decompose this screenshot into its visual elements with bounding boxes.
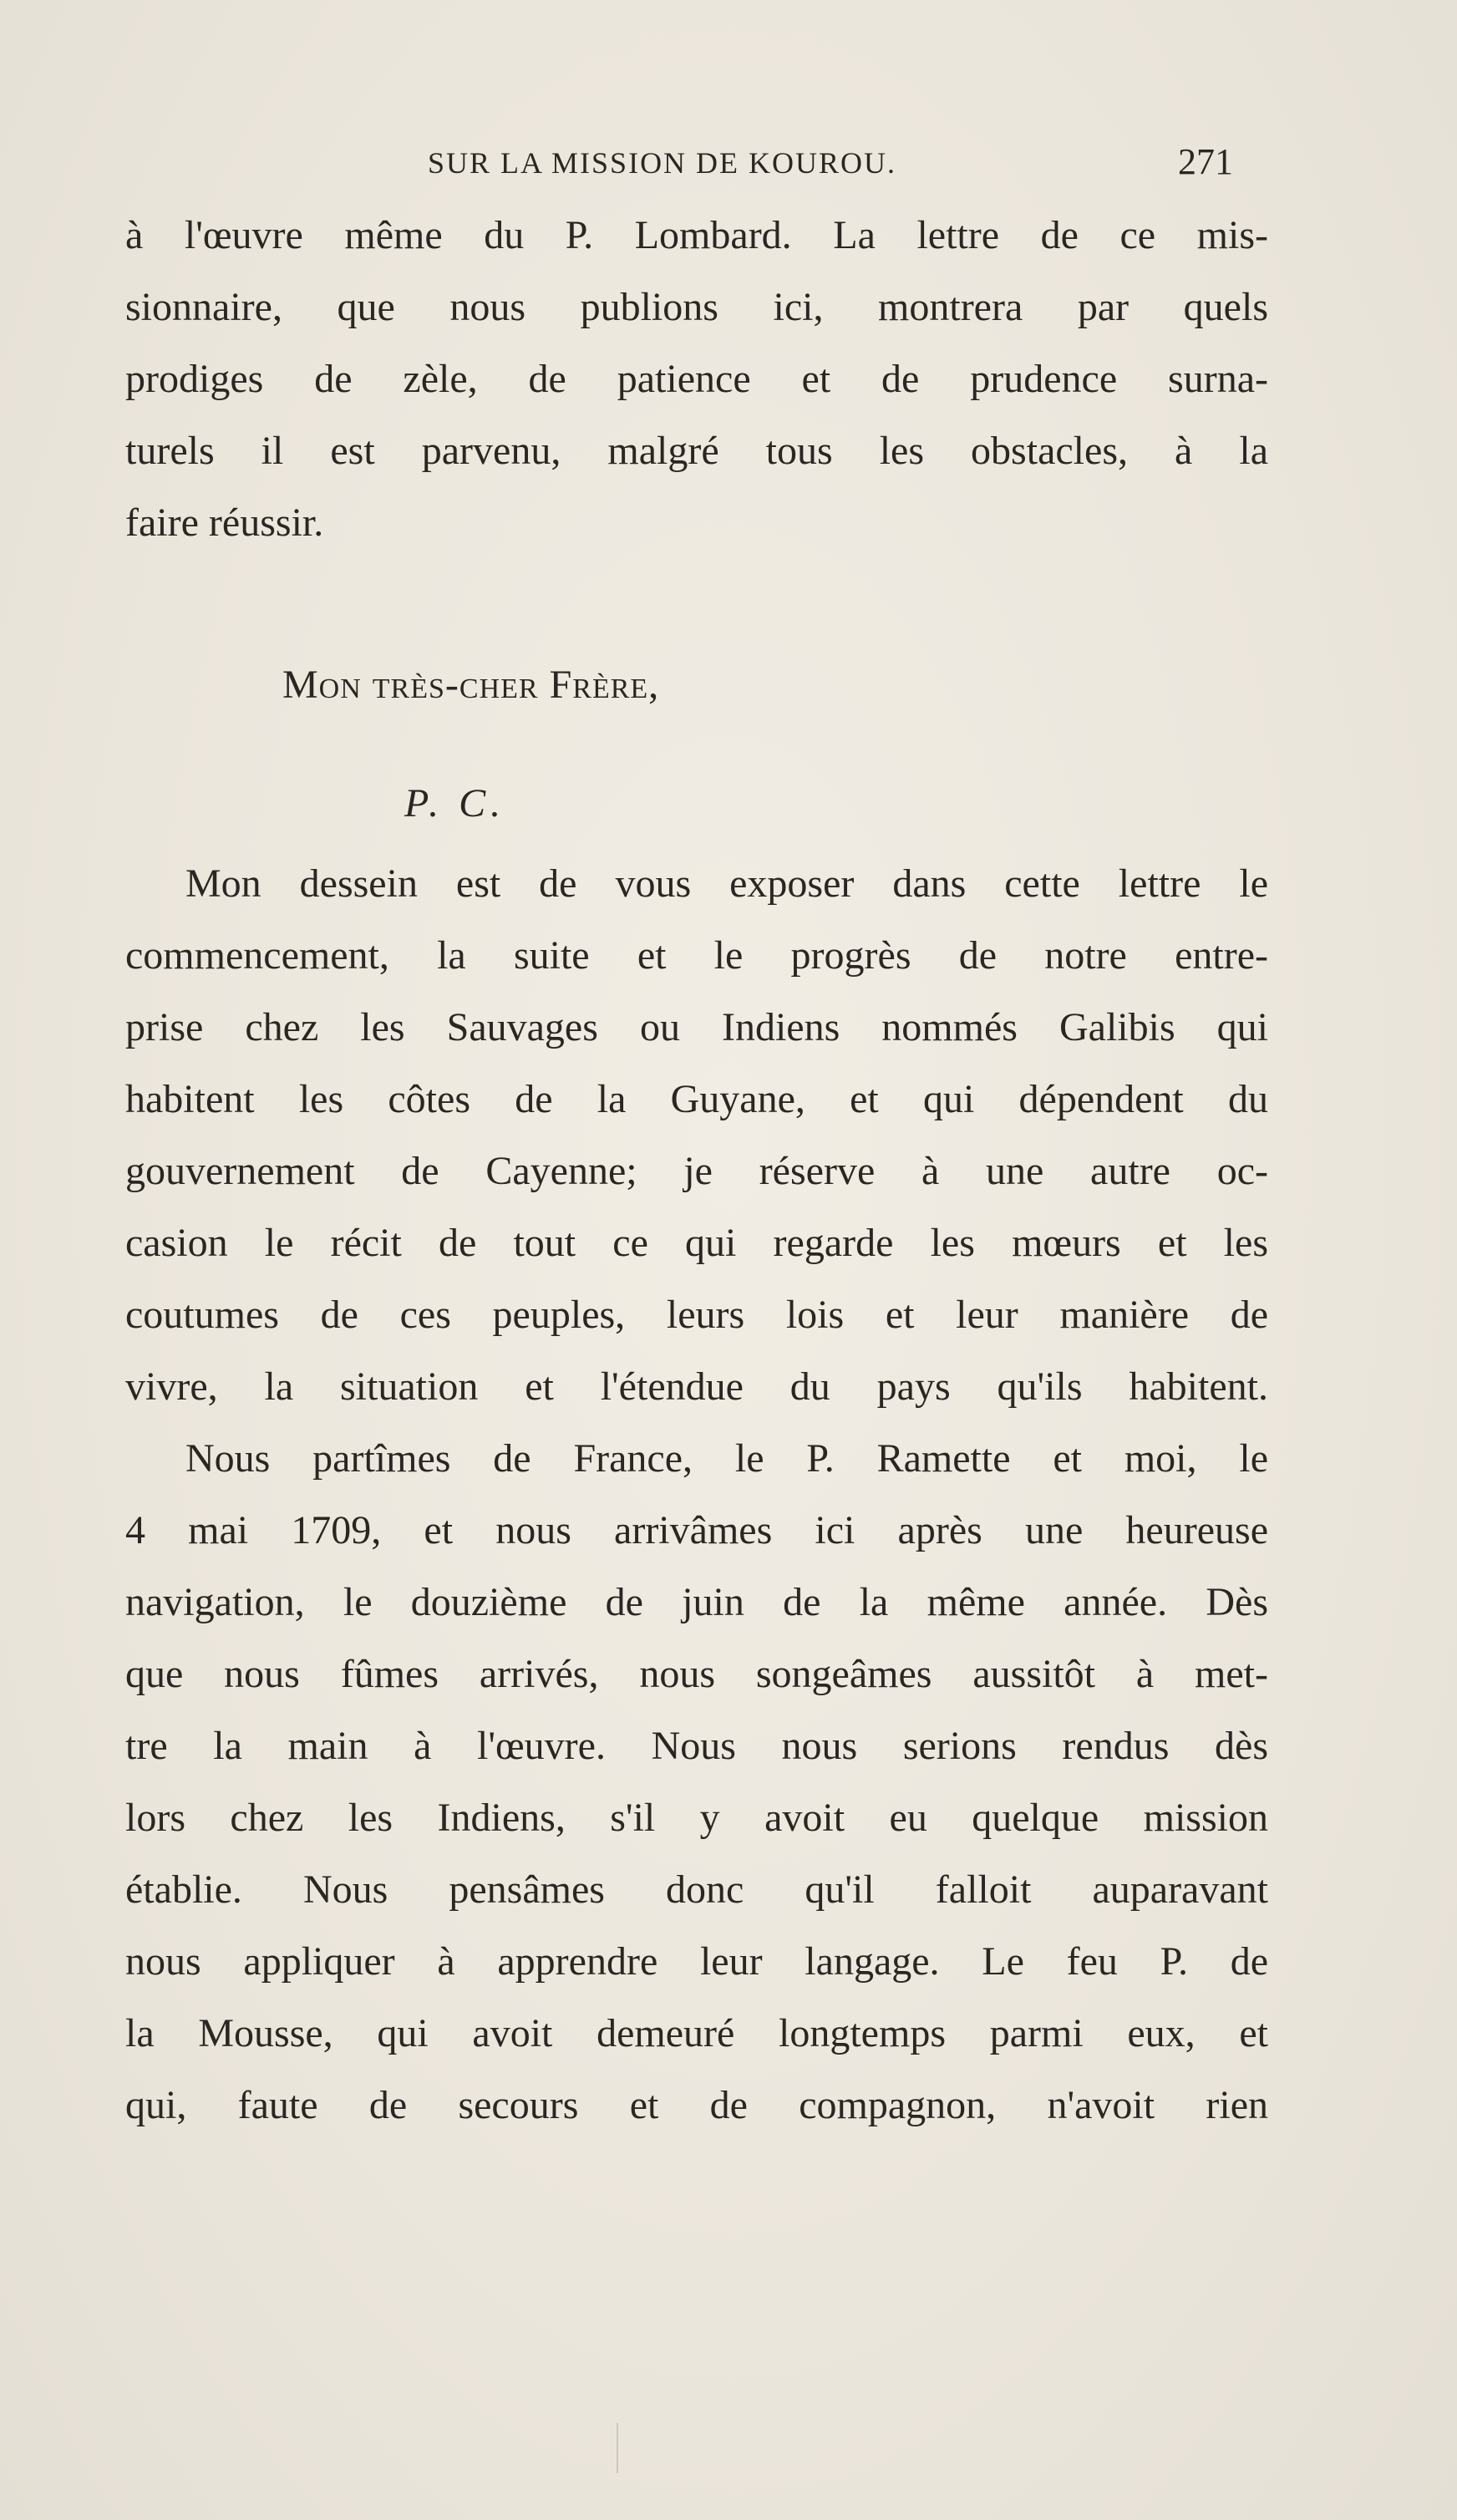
running-title: SUR LA MISSION DE KOUROU. [428, 146, 897, 180]
text-line: Nous partîmes de France, le P. Ramette et moi, le [185, 1436, 1268, 1481]
text-line: prodiges de zèle, de patience et de prudence surna- [125, 357, 1268, 401]
page-number: 271 [1178, 141, 1233, 182]
text-line: navigation, le douzième de juin de la même année. Dès [125, 1580, 1268, 1624]
text-line: turels il est parvenu, malgré tous les obstacles, à la [125, 429, 1268, 473]
text-line: que nous fûmes arrivés, nous songeâmes aussitôt à met- [125, 1652, 1268, 1696]
text-line: nous appliquer à apprendre leur langage. Le feu P. de [125, 1939, 1268, 1984]
text-line: commencement, la suite et le progrès de notre entre- [125, 933, 1268, 978]
text-line: habitent les côtes de la Guyane, et qui dépendent du [125, 1077, 1268, 1121]
text-line: Mon dessein est de vous exposer dans cette lettre le [185, 861, 1268, 906]
text-line: à l'œuvre même du P. Lombard. La lettre de ce mis- [125, 213, 1268, 257]
text-line: lors chez les Indiens, s'il y avoit eu quelque mission [125, 1796, 1268, 1840]
letter-initials: P. C. [404, 781, 506, 826]
page-header [0, 140, 1457, 191]
text-line: vivre, la situation et l'étendue du pays qu'ils habitent. [125, 1364, 1268, 1409]
text-line: casion le récit de tout ce qui regarde les mœurs et les [125, 1221, 1268, 1265]
text-line: sionnaire, que nous publions ici, montrera par quels [125, 285, 1268, 329]
text-line: prise chez les Sauvages ou Indiens nommés Galibis qui [125, 1005, 1268, 1049]
text-line: qui, faute de secours et de compagnon, n'avoit rien [125, 2083, 1268, 2127]
text-line: la Mousse, qui avoit demeuré longtemps parmi eux, et [125, 2011, 1268, 2055]
text-line: faire réussir. [125, 500, 324, 545]
text-line: établie. Nous pensâmes donc qu'il falloit auparavant [125, 1867, 1268, 1912]
text-line: coutumes de ces peuples, leurs lois et leur manière de [125, 1293, 1268, 1337]
letter-salutation: Mon très-cher Frère, [282, 663, 660, 707]
text-line: gouvernement de Cayenne; je réserve à une autre oc- [125, 1149, 1268, 1193]
text-line: tre la main à l'œuvre. Nous nous serions rendus dès [125, 1724, 1268, 1768]
paper-mark [617, 2423, 618, 2473]
text-line: 4 mai 1709, et nous arrivâmes ici après une heureuse [125, 1508, 1268, 1552]
